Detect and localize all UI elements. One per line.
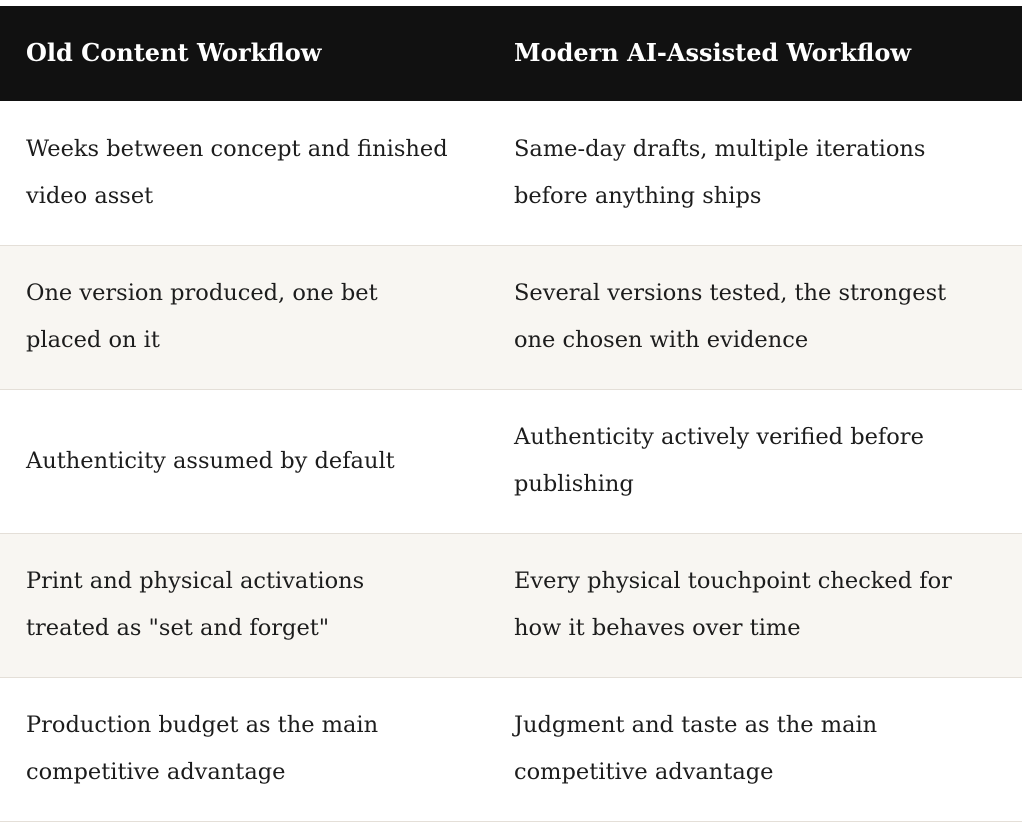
table-row [0,677,1022,821]
table-row [0,533,1022,677]
table-row [0,101,1022,245]
cell-old: Production budget as the main competitive advantage [26,712,379,785]
header-modern-workflow: Modern AI-Assisted Workflow [514,38,912,68]
table-row [0,389,1022,533]
comparison-table-container [0,6,1022,822]
cell-modern: Judgment and taste as the main competitive advantage [514,712,878,785]
cell-modern: Same-day drafts, multiple iterations before anything ships [514,135,926,209]
header-old-workflow: Old Content Workflow [26,38,322,68]
cell-old: Authenticity assumed by default [26,447,395,474]
cell-modern: Several versions tested, the strongest one chosen with evidence [514,280,947,353]
cell-old: Weeks between concept and finished video asset [26,135,448,209]
cell-old: Print and physical activations treated as "set and forget" [26,568,365,641]
comparison-table [0,6,1022,822]
header-row [0,6,1022,101]
cell-modern: Every physical touchpoint checked for how it behaves over time [514,568,952,641]
table-body [0,101,1022,821]
table-header [0,6,1022,101]
cell-old: One version produced, one bet placed on it [26,280,378,353]
table-row [0,245,1022,389]
cell-modern: Authenticity actively verified before publishing [514,424,924,497]
